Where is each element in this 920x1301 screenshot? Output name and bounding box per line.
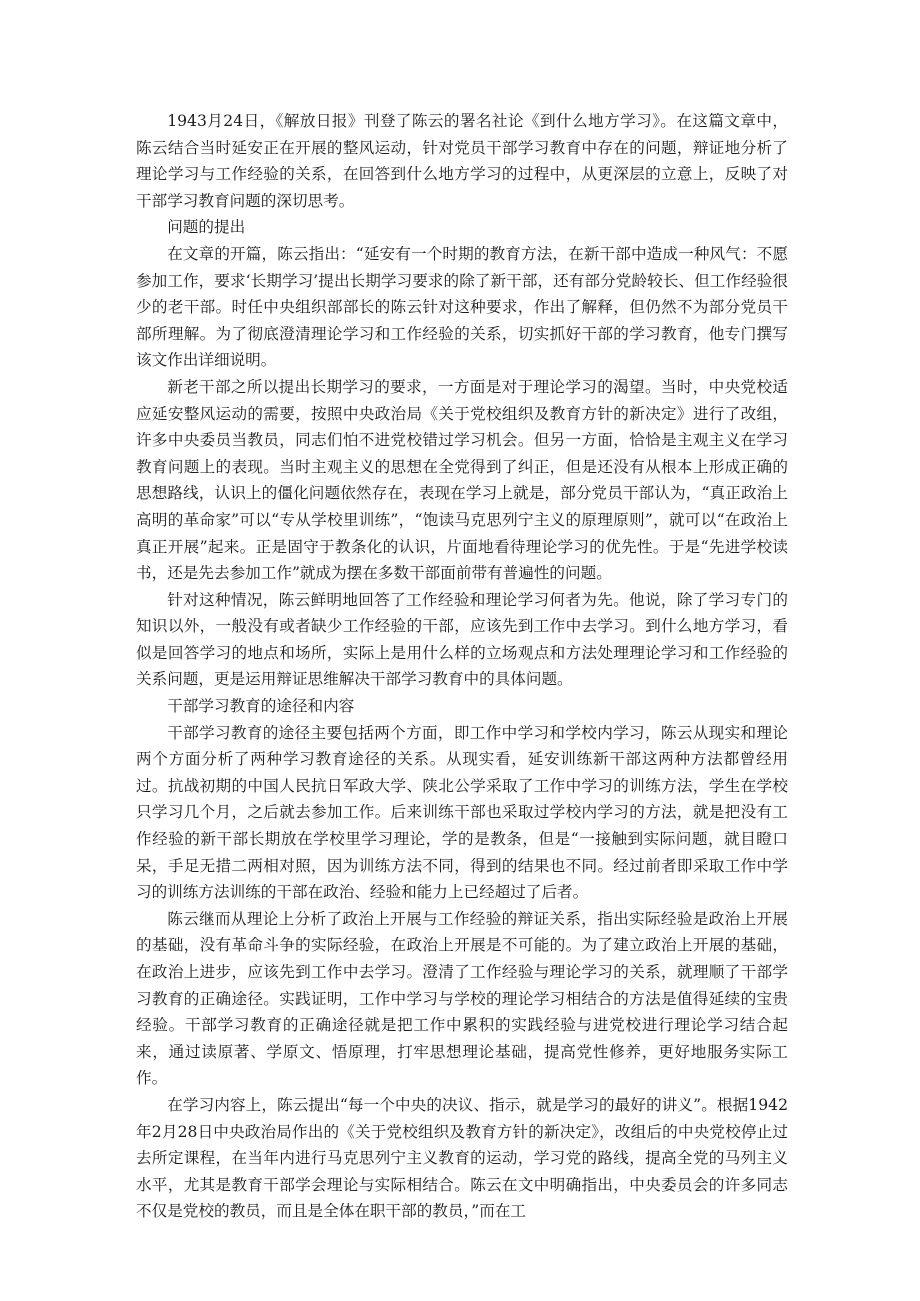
paragraph: 陈云继而从理论上分析了政治上开展与工作经验的辩证关系，指出实际经验是政治上开展的基础，没有革命斗争的实际经验，在政治上开展是不可能的。为了建立政治上开展的基础，在政治上进步，应该先到工作中去学习。澄清了工作经验与理论学习的关系，就理顺了干部学习教育的正确途径。实践证明，工作中学习与学校的理论学习相结合的方法是值得延续的宝贵经验。干部学习教育的正确途径就是把工作中累积的实践经验与进党校进行理论学习结合起来，通过读原著、学原文、悟原理，打牢思想理论基础，提高党性修养，更好地服务实际工作。	[136, 909, 788, 1088]
paragraph: 在文章的开篇，陈云指出：“延安有一个时期的教育方法，在新干部中造成一种风气：不愿参加工作，要求‘长期学习’提出长期学习要求的除了新干部，还有部分党龄较长、但工作经验很少的老干部。时任中央组织部部长的陈云针对这种要求，作出了解释，但仍然不为部分党员干部所理解。为了彻底澄清理论学习和工作经验的关系，切实抓好干部的学习教育，他专门撰写该文作出详细说明。	[136, 244, 788, 370]
section-heading-methods: 干部学习教育的途径和内容	[167, 697, 355, 716]
paragraph: 针对这种情况，陈云鲜明地回答了工作经验和理论学习何者为先。他说，除了学习专门的知识以外，一般没有或者缺少工作经验的干部，应该先到工作中去学习。到什么地方学习，看似是回答学习的地点和场所，实际上是用什么样的立场观点和方法处理理论学习和工作经验的关系问题，更是运用辩证思维解决干部学习教育中的具体问题。	[136, 590, 788, 689]
paragraph: 新老干部之所以提出长期学习的要求，一方面是对于理论学习的渴望。当时，中央党校适应延安整风运动的需要，按照中央政治局《关于党校组织及教育方针的新决定》进行了改组，许多中央委员当教员，同志们怕不进党校错过学习机会。但另一方面，恰恰是主观主义在学习教育问题上的表现。当时主观主义的思想在全党得到了纠正，但是还没有从根本上形成正确的思想路线，认识上的僵化问题依然存在，表现在学习上就是，部分党员干部认为，“真正政治上高明的革命家”可以“专从学校里训练”，“饱读马克思列宁主义的原理原则”，就可以“在政治上真正开展”起来。正是固守于教条化的认识，片面地看待理论学习的优先性。于是“先进学校读书，还是先去参加工作”就成为摆在多数干部面前带有普遍性的问题。	[136, 377, 788, 583]
section-heading-problem: 问题的提出	[167, 218, 246, 237]
paragraph: 在学习内容上，陈云提出“每一个中央的决议、指示，就是学习的最好的讲义”。根据1942年2月28日中央政治局作出的《关于党校组织及教育方针的新决定》，改组后的中央党校停止过去所定课程，在当年内进行马克思列宁主义教育的运动，学习党的路线，提高全党的马列主义水平，尤其是教育干部学会理论与实际相结合。陈云在文中明确指出，中央委员会的许多同志不仅是党校的教员，而且是全体在职干部的教员，”而在工	[136, 1095, 788, 1221]
intro-paragraph: 1943月24日，《解放日报》刊登了陈云的署名社论《到什么地方学习》。在这篇文章中，陈云结合当时延安正在开展的整风运动，针对党员干部学习教育中存在的问题，辩证地分析了理论学习与工作经验的关系，在回答到什么地方学习的过程中，从更深层的立意上，反映了对干部学习教育问题的深切思考。	[136, 112, 788, 210]
paragraph: 干部学习教育的途径主要包括两个方面，即工作中学习和学校内学习，陈云从现实和理论两个方面分析了两种学习教育途径的关系。从现实看，延安训练新干部这两种方法都曾经用过。抗战初期的中国人民抗日军政大学、陕北公学采取了工作中学习的训练方法，学生在学校只学习几个月，之后就去参加工作。后来训练干部也采取过学校内学习的方法，就是把没有工作经验的新干部长期放在学校里学习理论，学的是教条，但是“一接触到实际问题，就目瞪口呆，手足无措二两相对照，因为训练方法不同，得到的结果也不同。经过前者即采取工作中学习的训练方法训练的干部在政治、经验和能力上已经超过了后者。	[136, 723, 788, 902]
document-body	[136, 108, 788, 1225]
